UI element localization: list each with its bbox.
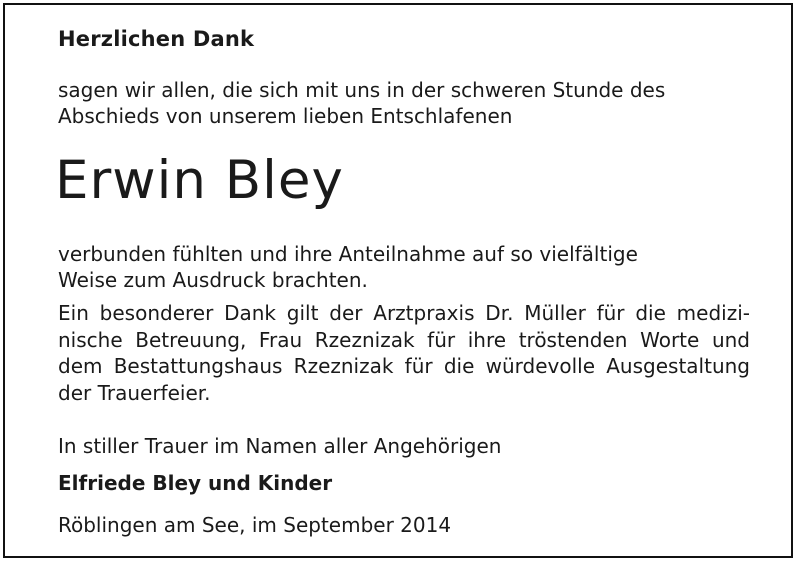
paragraph-line: verbunden fühlten und ihre Anteilnahme auf so vielfältige — [58, 242, 638, 266]
intro-text — [58, 77, 665, 129]
paragraph-line: Ein besonderer Dank gilt der Arztpraxis Dr. Müller für die medizi- — [58, 301, 750, 325]
special-thanks-paragraph — [58, 300, 750, 406]
place-date: Röblingen am See, im September 2014 — [58, 513, 452, 537]
paragraph-line: dem Bestattungshaus Rzeznizak für die würdevolle Ausgestaltung — [58, 354, 750, 378]
notice-frame — [3, 3, 793, 558]
intro-line: sagen wir allen, die sich mit uns in der schweren Stunde des — [58, 78, 666, 102]
notice-heading: Herzlichen Dank — [58, 27, 255, 51]
deceased-name: Erwin Bley — [55, 150, 344, 211]
paragraph-line: der Trauerfeier. — [58, 380, 211, 405]
intro-line: Abschieds von unserem lieben Entschlafenen — [58, 104, 513, 128]
thanks-paragraph — [58, 241, 638, 293]
paragraph-line: Weise zum Ausdruck brachten. — [58, 268, 368, 292]
paragraph-line: nische Betreuung, Frau Rzeznizak für ihre tröstenden Worte und — [58, 327, 750, 352]
signers: Elfriede Bley und Kinder — [58, 471, 333, 495]
mourning-line: In stiller Trauer im Namen aller Angehörigen — [58, 434, 502, 458]
